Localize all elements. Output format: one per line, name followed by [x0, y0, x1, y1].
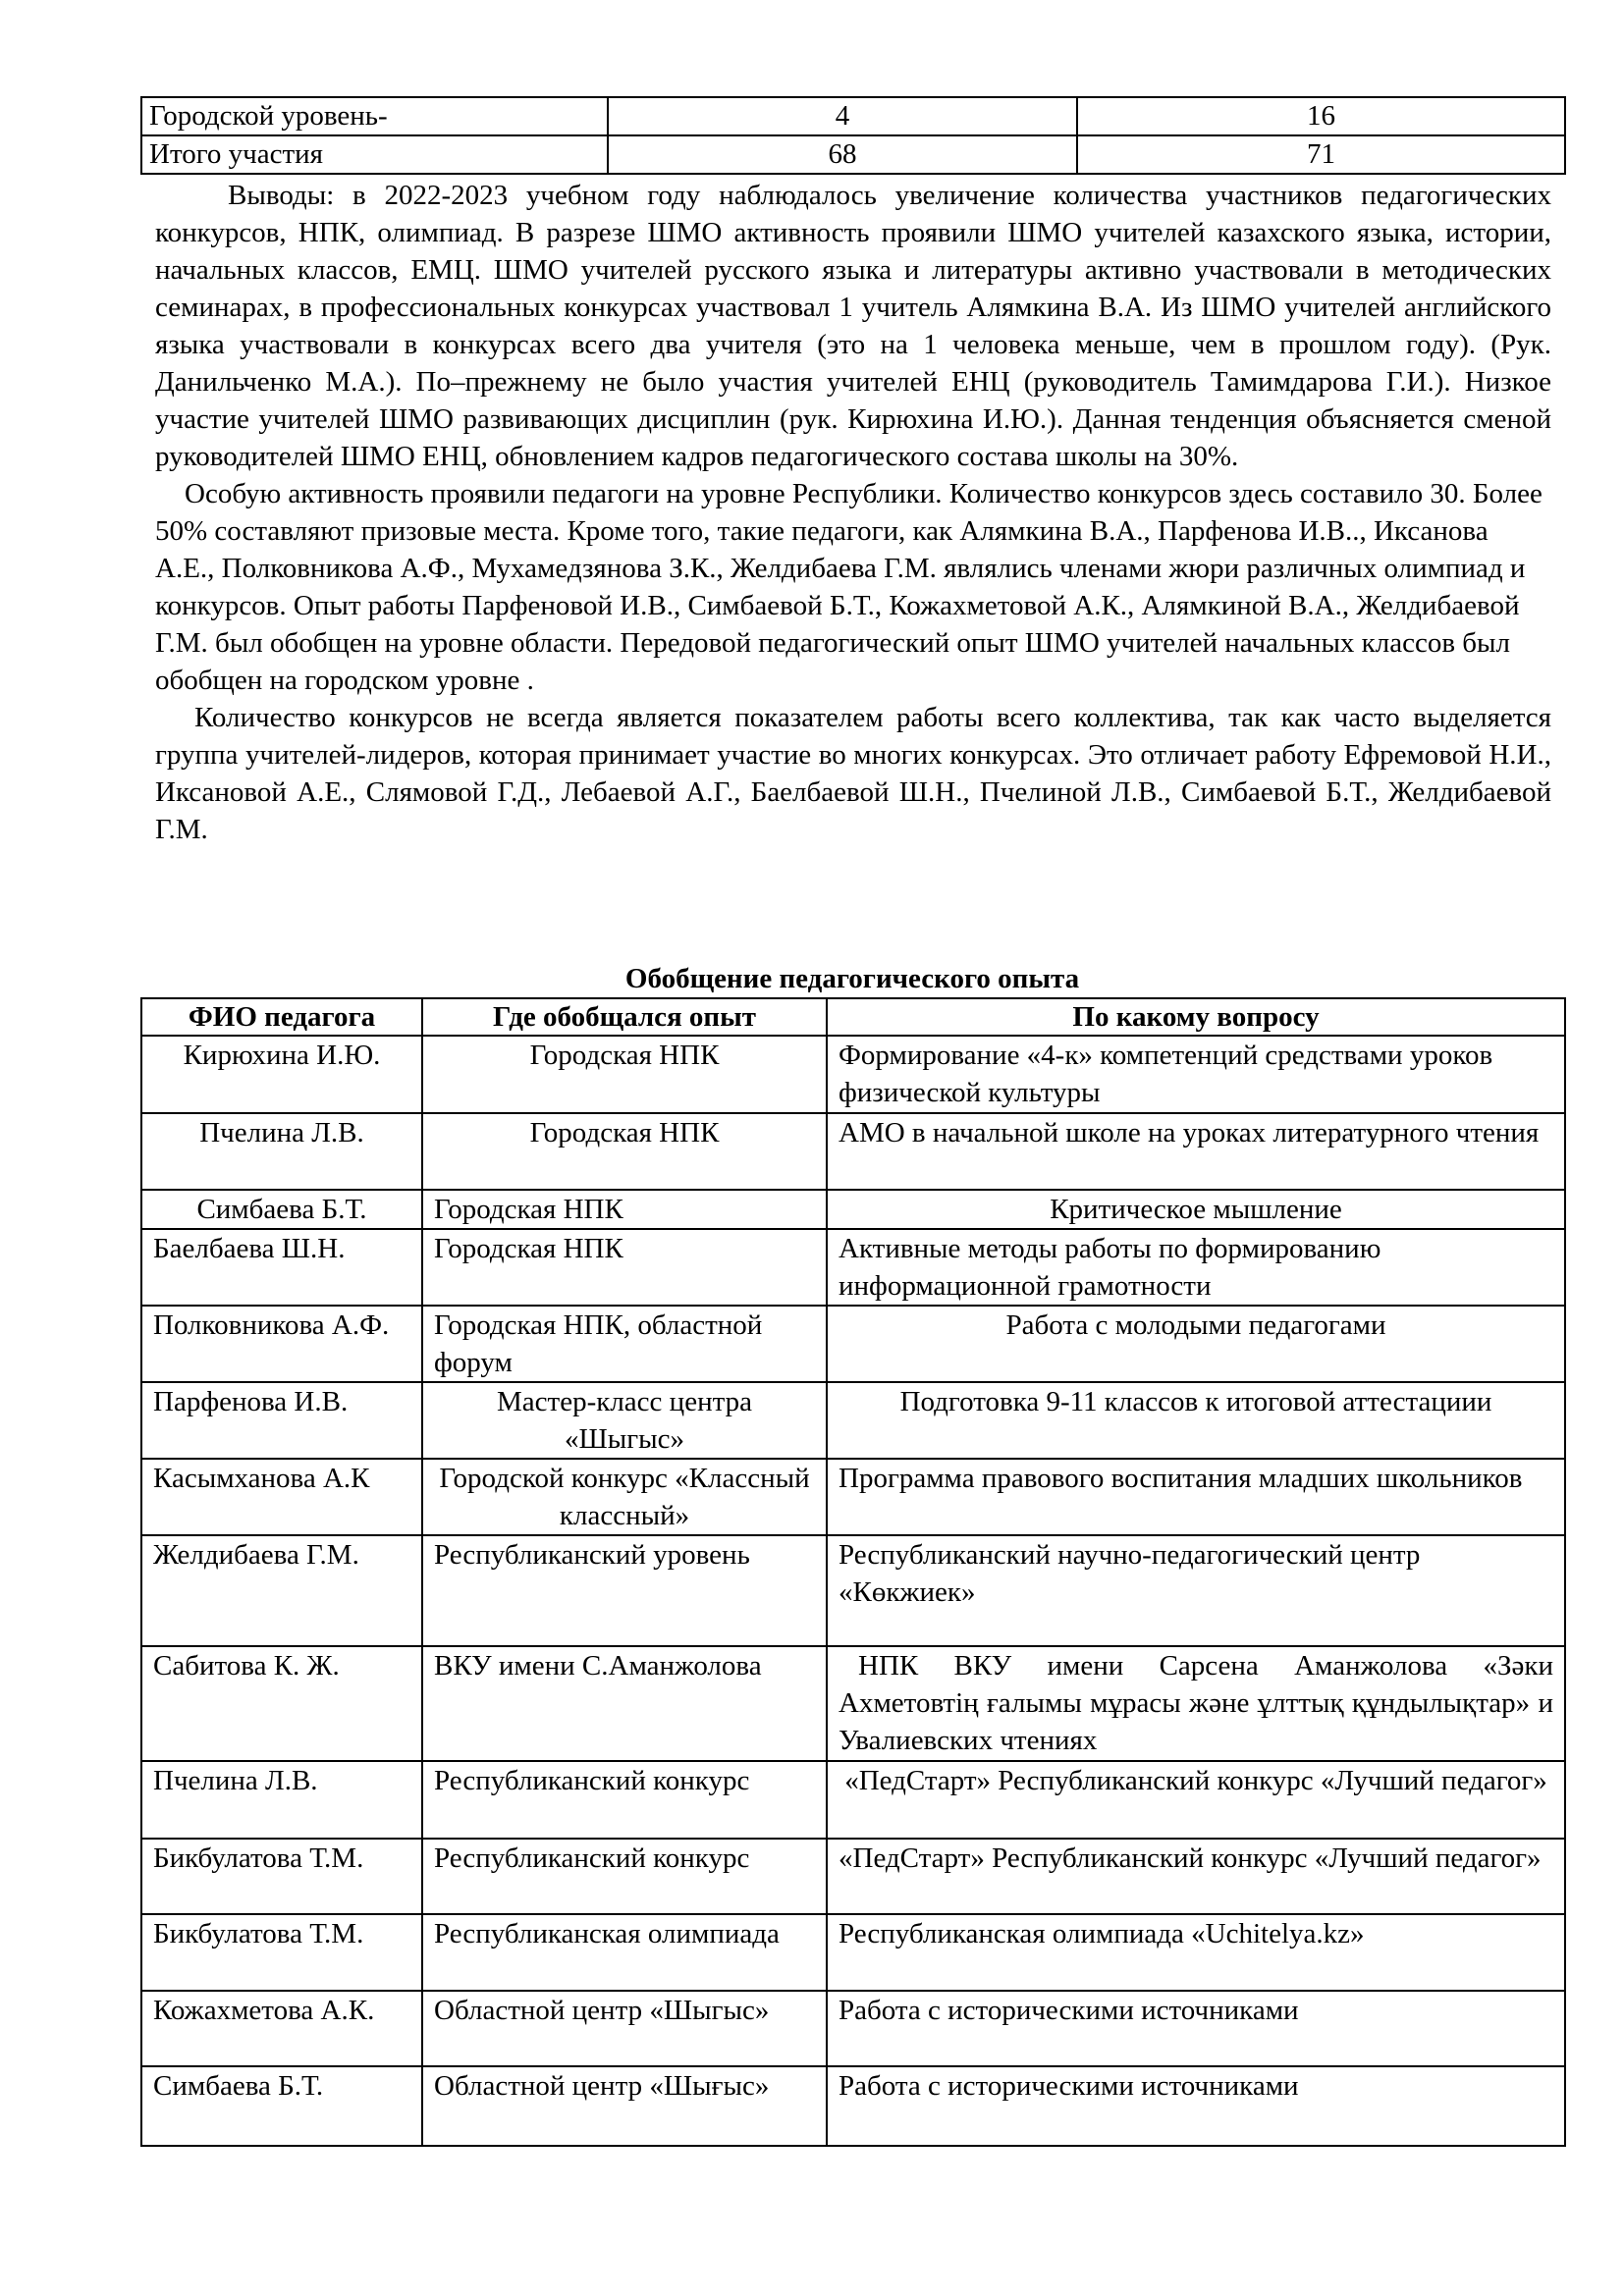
- republic-activity-paragraph: Особую активность проявили педагоги на уровне Республики. Количество конкурсов здесь составило 30. Более 50% составляют призовые места. Кроме того, такие педагоги, как Алямкина В.А., Парфенова И.В.., Иксанова А.Е., Полковникова А.Ф., Мухамедзянова З.К., Желдибаева Г.М. являлись членами жюри различных олимпиад и конкурсов. Опыт работы Парфеновой И.В., Симбаевой Б.Т., Кожахметовой А.К., Алямкиной В.А., Желдибаевой Г.М. был обобщен на уровне области. Передовой педагогический опыт ШМО учителей начальных классов был обобщен на городском уровне .: [155, 478, 1543, 696]
- teacher-name: Баелбаева Ш.Н.: [141, 1229, 422, 1306]
- table-row: [141, 1190, 1565, 1229]
- teacher-name: Полковникова А.Ф.: [141, 1306, 422, 1382]
- experience-topic: НПК ВКУ имени Сарсена Аманжолова «Зәки Ахметовтің ғалымы мұрасы және ұлттық құндылықтар» и Увалиевских чтениях: [827, 1646, 1565, 1761]
- row-value: 68: [608, 135, 1077, 174]
- experience-topic: Программа правового воспитания младших школьников: [827, 1459, 1565, 1535]
- row-label: Итого участия: [141, 135, 608, 174]
- row-value: 16: [1077, 97, 1565, 135]
- teacher-name: Пчелина Л.В.: [141, 1113, 422, 1190]
- table-row: [141, 135, 1565, 174]
- experience-venue: Республиканский конкурс: [422, 1839, 827, 1914]
- experience-topic: Республиканская олимпиада «Uchitelya.kz»: [827, 1914, 1565, 1991]
- experience-topic: «ПедСтарт» Республиканский конкурс «Лучший педагог»: [827, 1761, 1565, 1839]
- teacher-name: Касымханова А.К: [141, 1459, 422, 1535]
- experience-topic: Работа с историческими источниками: [827, 2066, 1565, 2146]
- experience-topic: Формирование «4-к» компетенций средствами уроков физической культуры: [827, 1036, 1565, 1113]
- table-row: [141, 1459, 1565, 1535]
- row-label: Городской уровень-: [141, 97, 608, 135]
- experience-topic: Активные методы работы по формированию информационной грамотности: [827, 1229, 1565, 1306]
- experience-topic: Республиканский научно-педагогический центр «Көкжиек»: [827, 1535, 1565, 1646]
- teacher-name: Симбаева Б.Т.: [141, 2066, 422, 2146]
- teacher-name: Парфенова И.В.: [141, 1382, 422, 1459]
- experience-venue: Городской конкурс «Классный классный»: [422, 1459, 827, 1535]
- column-header: Где обобщался опыт: [422, 998, 827, 1036]
- table-row: [141, 1761, 1565, 1839]
- experience-topic: Работа с историческими источниками: [827, 1991, 1565, 2066]
- experience-venue: Городская НПК: [422, 1113, 827, 1190]
- table-row: [141, 97, 1565, 135]
- experience-venue: Городская НПК: [422, 1190, 827, 1229]
- experience-topic: Критическое мышление: [827, 1190, 1565, 1229]
- teacher-name: Кирюхина И.Ю.: [141, 1036, 422, 1113]
- table-row: [141, 1914, 1565, 1991]
- table-row: [141, 1229, 1565, 1306]
- teacher-name: Бикбулатова Т.М.: [141, 1839, 422, 1914]
- row-value: 71: [1077, 135, 1565, 174]
- experience-venue: Областной центр «Шығыс»: [422, 2066, 827, 2146]
- experience-venue: Республиканский уровень: [422, 1535, 827, 1646]
- experience-topic: «ПедСтарт» Республиканский конкурс «Лучший педагог»: [827, 1839, 1565, 1914]
- table-row: [141, 1646, 1565, 1761]
- teacher-name: Кожахметова А.К.: [141, 1991, 422, 2066]
- teacher-name: Пчелина Л.В.: [141, 1761, 422, 1839]
- table-header-row: [141, 998, 1565, 1036]
- table-row: [141, 1113, 1565, 1190]
- conclusions-paragraph: Выводы: в 2022-2023 учебном году наблюдалось увеличение количества участников педагогических конкурсов, НПК, олимпиад. В разрезе ШМО активность проявили ШМО учителей казахского языка, истории, начальных классов, ЕМЦ. ШМО учителей русского языка и литературы активно участвовали в методических семинарах, в профессиональных конкурсах участвовал 1 учитель Алямкина В.А. Из ШМО учителей английского языка участвовали в конкурсах всего два учителя (это на 1 человека меньше, чем в прошлом году). (Рук. Данильченко М.А.). По–прежнему не было участия учителей ЕНЦ (руководитель Тамимдарова Г.И.). Низкое участие учителей ШМО развивающих дисциплин (рук. Кирюхина И.Ю.). Данная тенденция объясняется сменой руководителей ШМО ЕНЦ, обновлением кадров педагогического состава школы на 30%.: [155, 180, 1551, 472]
- table-row: [141, 1306, 1565, 1382]
- teacher-name: Желдибаева Г.М.: [141, 1535, 422, 1646]
- column-header: По какому вопросу: [827, 998, 1565, 1036]
- teacher-name: Бикбулатова Т.М.: [141, 1914, 422, 1991]
- experience-table: [140, 997, 1566, 2147]
- table-row: [141, 1535, 1565, 1646]
- section-title: Обобщение педагогического опыта: [624, 963, 1080, 994]
- experience-venue: Областной центр «Шыгыс»: [422, 1991, 827, 2066]
- teacher-name: Симбаева Б.Т.: [141, 1190, 422, 1229]
- experience-venue: Городская НПК, областной форум: [422, 1306, 827, 1382]
- experience-topic: Подготовка 9-11 классов к итоговой аттестациии: [827, 1382, 1565, 1459]
- experience-topic: Работа с молодыми педагогами: [827, 1306, 1565, 1382]
- experience-venue: Городская НПК: [422, 1036, 827, 1113]
- experience-venue: Республиканский конкурс: [422, 1761, 827, 1839]
- table-row: [141, 1839, 1565, 1914]
- participation-summary-table: [140, 96, 1566, 175]
- table-row: [141, 1036, 1565, 1113]
- body-text: [155, 177, 1551, 848]
- table-row: [141, 1991, 1565, 2066]
- experience-venue: ВКУ имени С.Аманжолова: [422, 1646, 827, 1761]
- table-row: [141, 1382, 1565, 1459]
- leaders-paragraph: Количество конкурсов не всегда является показателем работы всего коллектива, так как часто выделяется группа учителей-лидеров, которая принимает участие во многих конкурсах. Это отличает работу Ефремовой Н.И., Иксановой А.Е., Слямовой Г.Д., Лебаевой А.Г., Баелбаевой Ш.Н., Пчелиной Л.В., Симбаевой Б.Т., Желдибаевой Г.М.: [155, 702, 1551, 845]
- experience-venue: Городская НПК: [422, 1229, 827, 1306]
- experience-venue: Мастер-класс центра «Шыгыс»: [422, 1382, 827, 1459]
- row-value: 4: [608, 97, 1077, 135]
- table-row: [141, 2066, 1565, 2146]
- teacher-name: Сабитова К. Ж.: [141, 1646, 422, 1761]
- column-header: ФИО педагога: [141, 998, 422, 1036]
- experience-venue: Республиканская олимпиада: [422, 1914, 827, 1991]
- experience-topic: АМО в начальной школе на уроках литературного чтения: [827, 1113, 1565, 1190]
